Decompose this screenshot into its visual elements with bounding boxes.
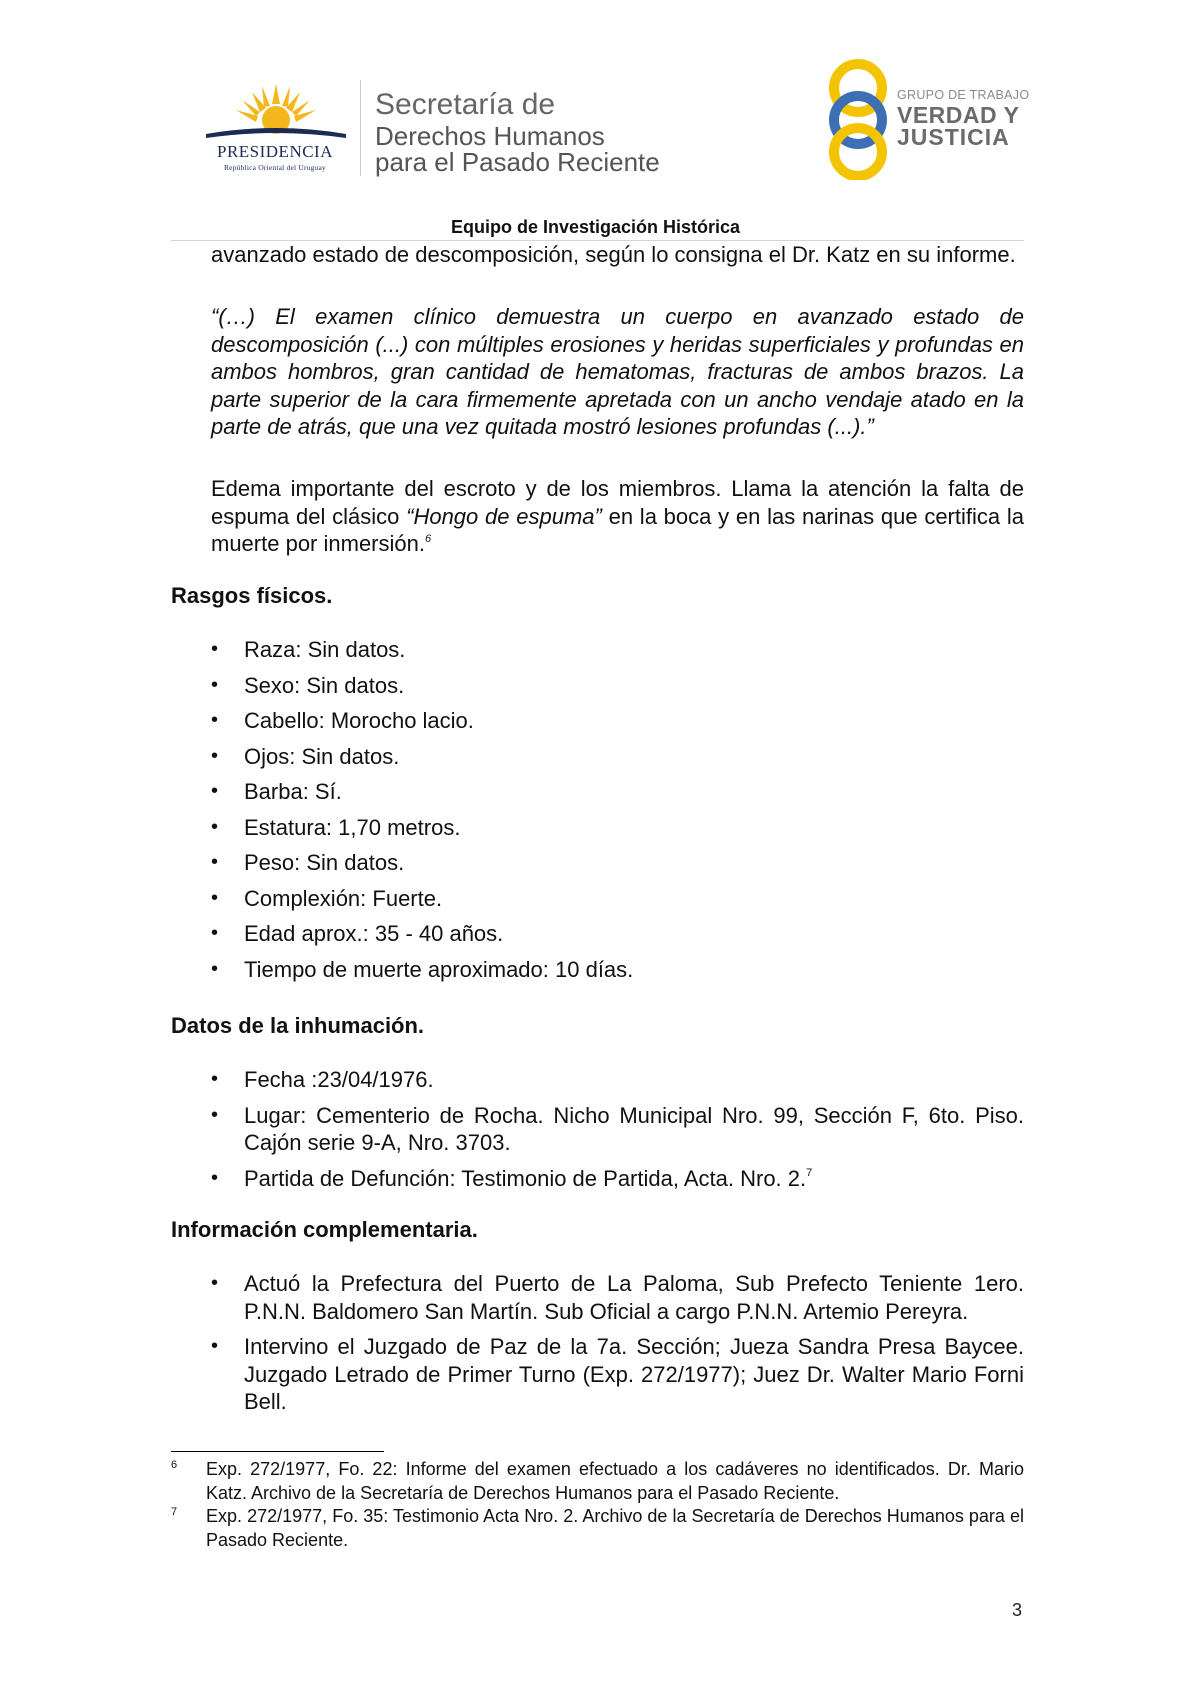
justicia-label: JUSTICIA <box>897 124 1010 150</box>
edema-text-a: Edema importante del escroto y de los miembros. Llama la atención la falta de espuma del clásico <box>211 476 1024 529</box>
intro-paragraph: avanzado estado de descomposición, según lo consigna el Dr. Katz en su informe. <box>211 242 1016 267</box>
list-item: • Barba: Sí. <box>211 778 1024 806</box>
list-item: • Actuó la Prefectura del Puerto de La Paloma, Sub Prefecto Teniente 1ero. P.N.N. Baldomero San Martín. Sub Oficial a cargo P.N.N. Artemio Pereyra. <box>211 1270 1024 1325</box>
grupo-de-trabajo-label: GRUPO DE TRABAJO <box>897 88 1030 102</box>
complementaria-list <box>211 1270 1024 1416</box>
list-item: • Sexo: Sin datos. <box>211 672 1024 700</box>
presidencia-name: PRESIDENCIA <box>216 142 333 161</box>
logo-divider <box>360 80 361 176</box>
verdad-y-label: VERDAD Y <box>897 102 1020 128</box>
list-item <box>211 1165 1024 1193</box>
list-item: • Raza: Sin datos. <box>211 636 1024 664</box>
footnote-text: Exp. 272/1977, Fo. 35: Testimonio Acta Nro. 2. Archivo de la Secretaría de Derechos Humanos para el Pasado Reciente. <box>206 1506 1024 1550</box>
secretaria-line-2: Derechos Humanos <box>375 121 605 151</box>
list-item: • Cabello: Morocho lacio. <box>211 707 1024 735</box>
footnote-ref-6[interactable]: 6 <box>424 532 432 545</box>
edema-paragraph <box>211 475 1024 558</box>
secretaria-line-3: para el Pasado Reciente <box>375 147 660 177</box>
rasgos-list <box>211 636 1024 983</box>
team-title: Equipo de Investigación Histórica <box>450 217 741 237</box>
footnote-rule <box>171 1451 384 1452</box>
footnote-number: 6 <box>171 1459 178 1471</box>
complementaria-heading: Información complementaria. <box>171 1217 478 1242</box>
footnote-ref-7[interactable]: 7 <box>806 1167 813 1180</box>
edema-italic-term: “Hongo de espuma” <box>406 503 602 529</box>
list-item: • Lugar: Cementerio de Rocha. Nicho Municipal Nro. 99, Sección F, 6to. Piso. Cajón serie 9-A, Nro. 3703. <box>211 1102 1024 1157</box>
list-item: • Tiempo de muerte aproximado: 10 días. <box>211 956 1024 984</box>
list-item: • Ojos: Sin datos. <box>211 743 1024 771</box>
partida-text: Partida de Defunción: Testimonio de Partida, Acta. Nro. 2. <box>244 1165 807 1191</box>
list-item: • Intervino el Juzgado de Paz de la 7a. Sección; Jueza Sandra Presa Baycee. Juzgado Letrado de Primer Turno (Exp. 272/1977); Juez Dr. Walter Mario Forni Bell. <box>211 1333 1024 1416</box>
edema-text-b: en la boca y en las narinas que certifica la muerte por inmersión. <box>211 503 1024 556</box>
list-item: • Fecha :23/04/1976. <box>211 1066 1024 1094</box>
footnote-number: 7 <box>171 1506 178 1518</box>
secretaria-line-1: Secretaría de <box>375 88 556 121</box>
list-item: • Estatura: 1,70 metros. <box>211 814 1024 842</box>
inhumacion-heading: Datos de la inhumación. <box>171 1013 425 1038</box>
rasgos-heading: Rasgos físicos. <box>171 583 333 608</box>
footnote-7 <box>171 1505 1024 1552</box>
verdad-justicia-rings-logo-icon <box>822 58 894 180</box>
page-header <box>0 0 1191 250</box>
footnote-6 <box>171 1458 1024 1505</box>
clinical-quote: “(…) El examen clínico demuestra un cuerpo en avanzado estado de descomposición (...) con múltiples erosiones y heridas superficiales y profundas en ambos hombros, gran cantidad de hematomas, fracturas de ambos brazos. La parte superior de la cara firmemente apretada con un ancho vendaje atado en la parte de atrás, que una vez quitada mostró lesiones profundas (...).” <box>211 304 1024 439</box>
inhumacion-list <box>211 1066 1024 1192</box>
footnote-text: Exp. 272/1977, Fo. 22: Informe del examen efectuado a los cadáveres no identificados. Dr. Mario Katz. Archivo de la Secretaría de Derechos Humanos para el Pasado Reciente. <box>206 1459 1024 1503</box>
presidencia-subtitle: República Oriental del Uruguay <box>223 163 326 172</box>
list-item: • Edad aprox.: 35 - 40 años. <box>211 920 1024 948</box>
list-item: • Peso: Sin datos. <box>211 849 1024 877</box>
list-item: • Complexión: Fuerte. <box>211 885 1024 913</box>
page-number: 3 <box>1012 1600 1023 1620</box>
